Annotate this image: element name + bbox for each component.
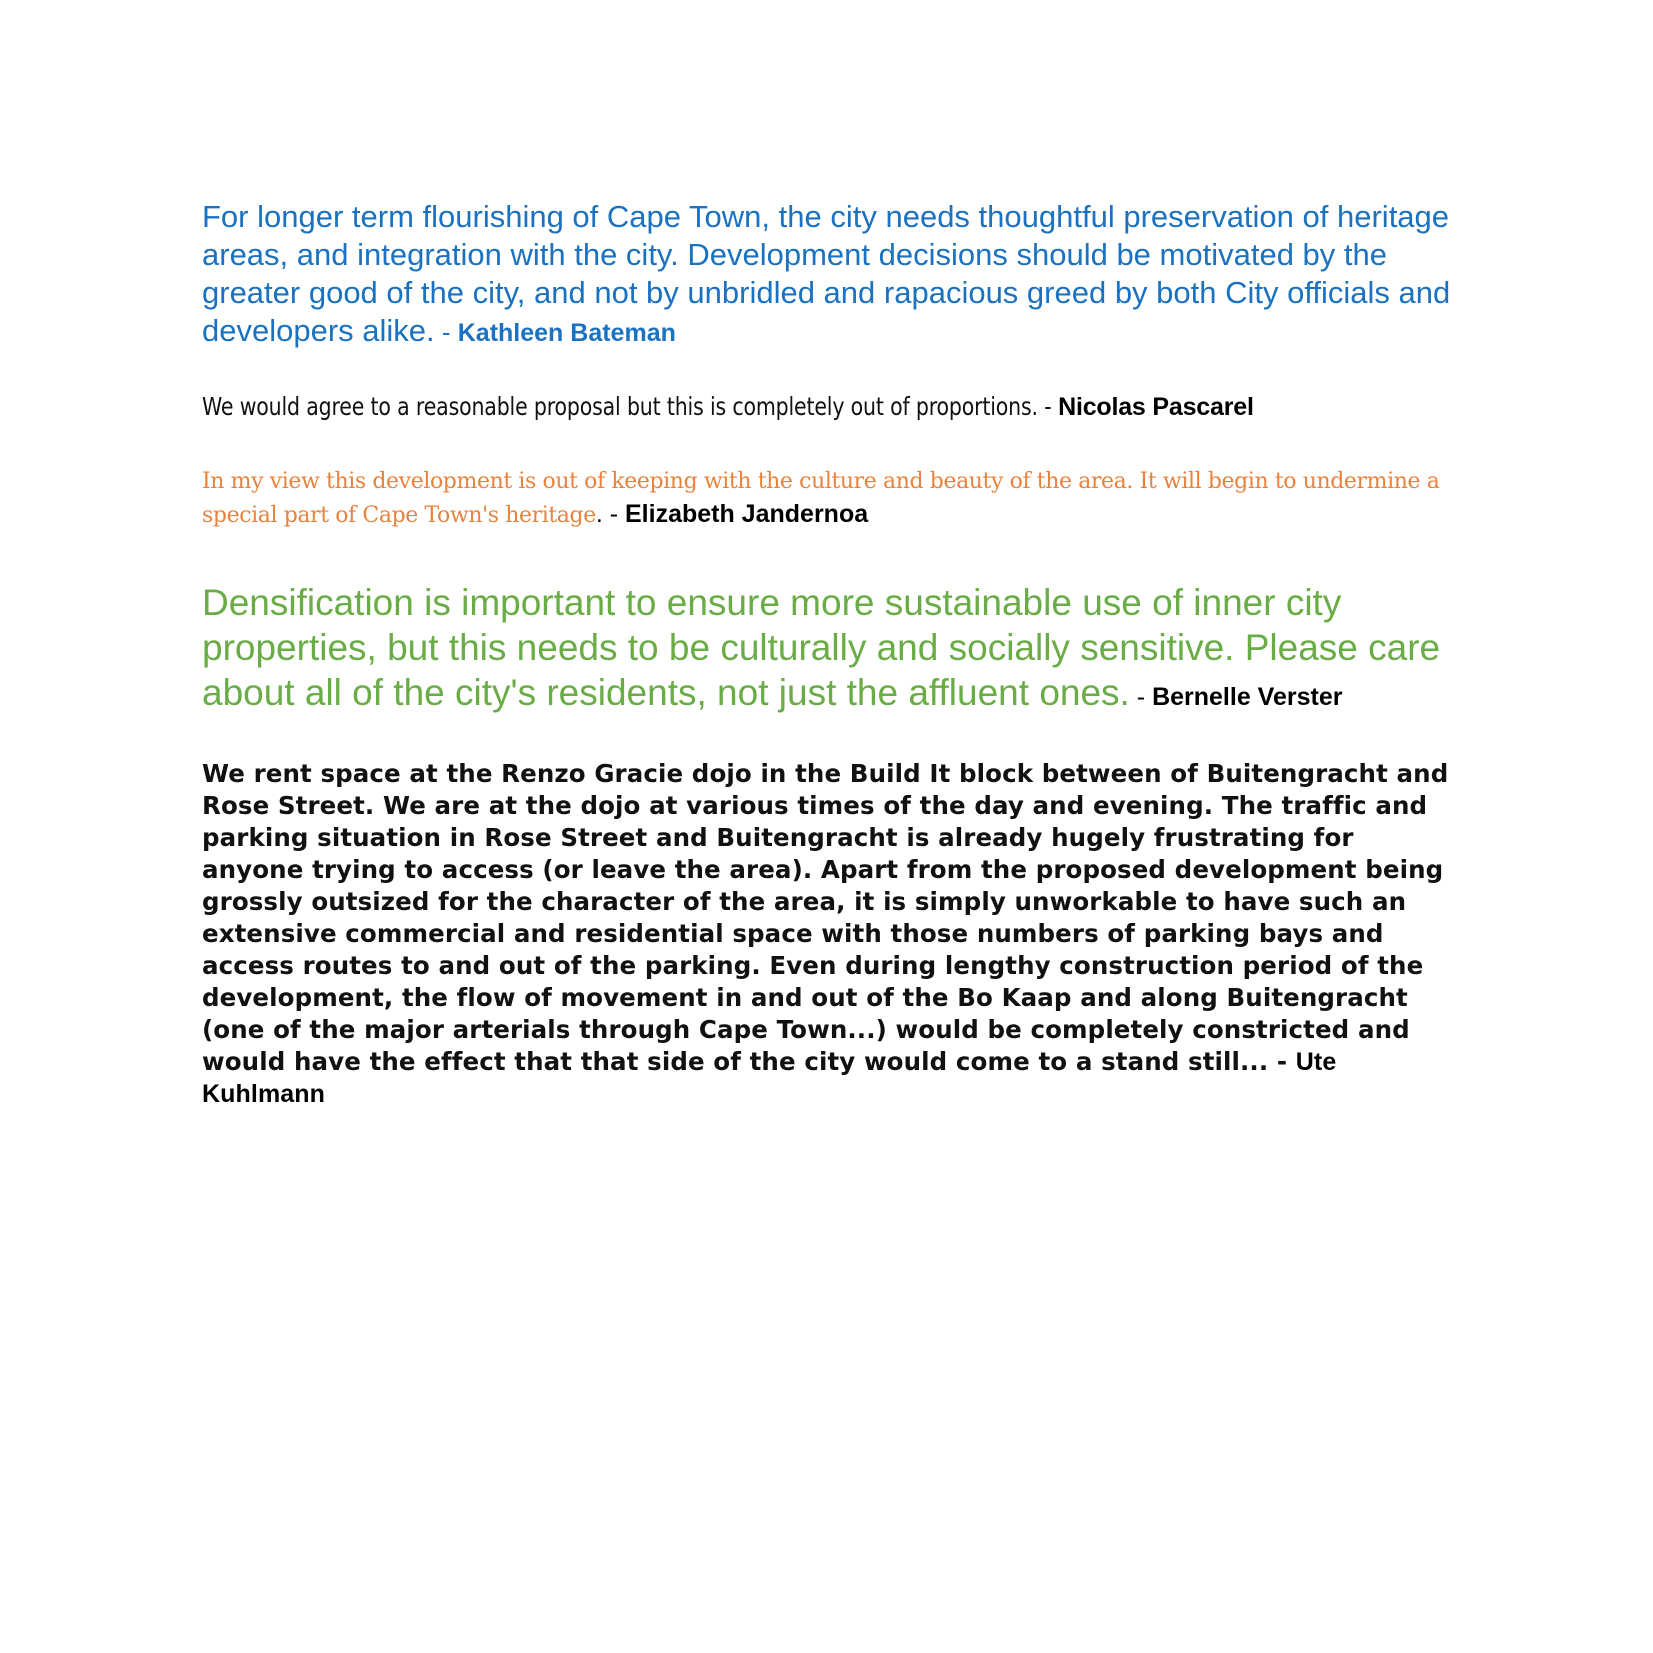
quote-separator: - xyxy=(1268,1047,1296,1076)
quote-kathleen-bateman xyxy=(202,198,1462,352)
quote-author: Elizabeth Jandernoa xyxy=(625,500,869,528)
quote-author: Kathleen Bateman xyxy=(457,319,676,347)
quote-nicolas-pascarel xyxy=(202,390,1254,424)
quote-text: We rent space at the Renzo Gracie dojo in the Build It block between of Buitengracht and Rose Street. We are at the dojo at various times of the day and evening. The traffic and parking situation in Rose Street and Buitengracht is already hugely frustrating for anyone trying to access (or leave the area). Apart from the proposed development being grossly outsized for the character of the area, it is simply unworkable to have such an extensive commercial and residential space with those numbers of parking bays and access routes to and out of the parking. Even during lengthy construction period of the development, the flow of movement in and out of the Bo Kaap and along Buitengracht (one of the major arterials through Cape Town...) would be completely constricted and would have the effect that that side of the city would come to a stand still... xyxy=(202,759,1449,1076)
quote-elizabeth-jandernoa xyxy=(202,466,1462,532)
quote-separator: - xyxy=(1129,683,1153,711)
quote-ute-kuhlmann xyxy=(202,758,1462,1110)
quote-separator: - xyxy=(1037,392,1058,421)
quote-bernelle-verster xyxy=(202,580,1462,720)
quote-separator: - xyxy=(434,317,458,347)
quote-text: Densification is important to ensure more sustainable use of inner city properties, but this needs to be culturally and socially sensitive. Please care about all of the city's residents, not just the affluent ones. xyxy=(202,582,1441,713)
quote-author: Bernelle Verster xyxy=(1152,683,1343,711)
quote-text: In my view this development is out of keeping with the culture and beauty of the area. It will begin to undermine a special part of Cape Town's heritage xyxy=(202,469,1440,528)
quote-text: For longer term flourishing of Cape Town, the city needs thoughtful preservation of heritage areas, and integration with the city. Development decisions should be motivated by the greater good of the city, and not by unbridled and rapacious greed by both City officials and developers alike. xyxy=(202,199,1451,348)
quote-author: Ute Kuhlmann xyxy=(202,1048,1337,1108)
testimonial-page xyxy=(202,198,1462,1110)
quote-separator: . - xyxy=(595,500,625,528)
quote-author: Nicolas Pascarel xyxy=(1057,393,1254,421)
quote-text: We would agree to a reasonable proposal but this is completely out of proportions. xyxy=(202,392,1038,421)
